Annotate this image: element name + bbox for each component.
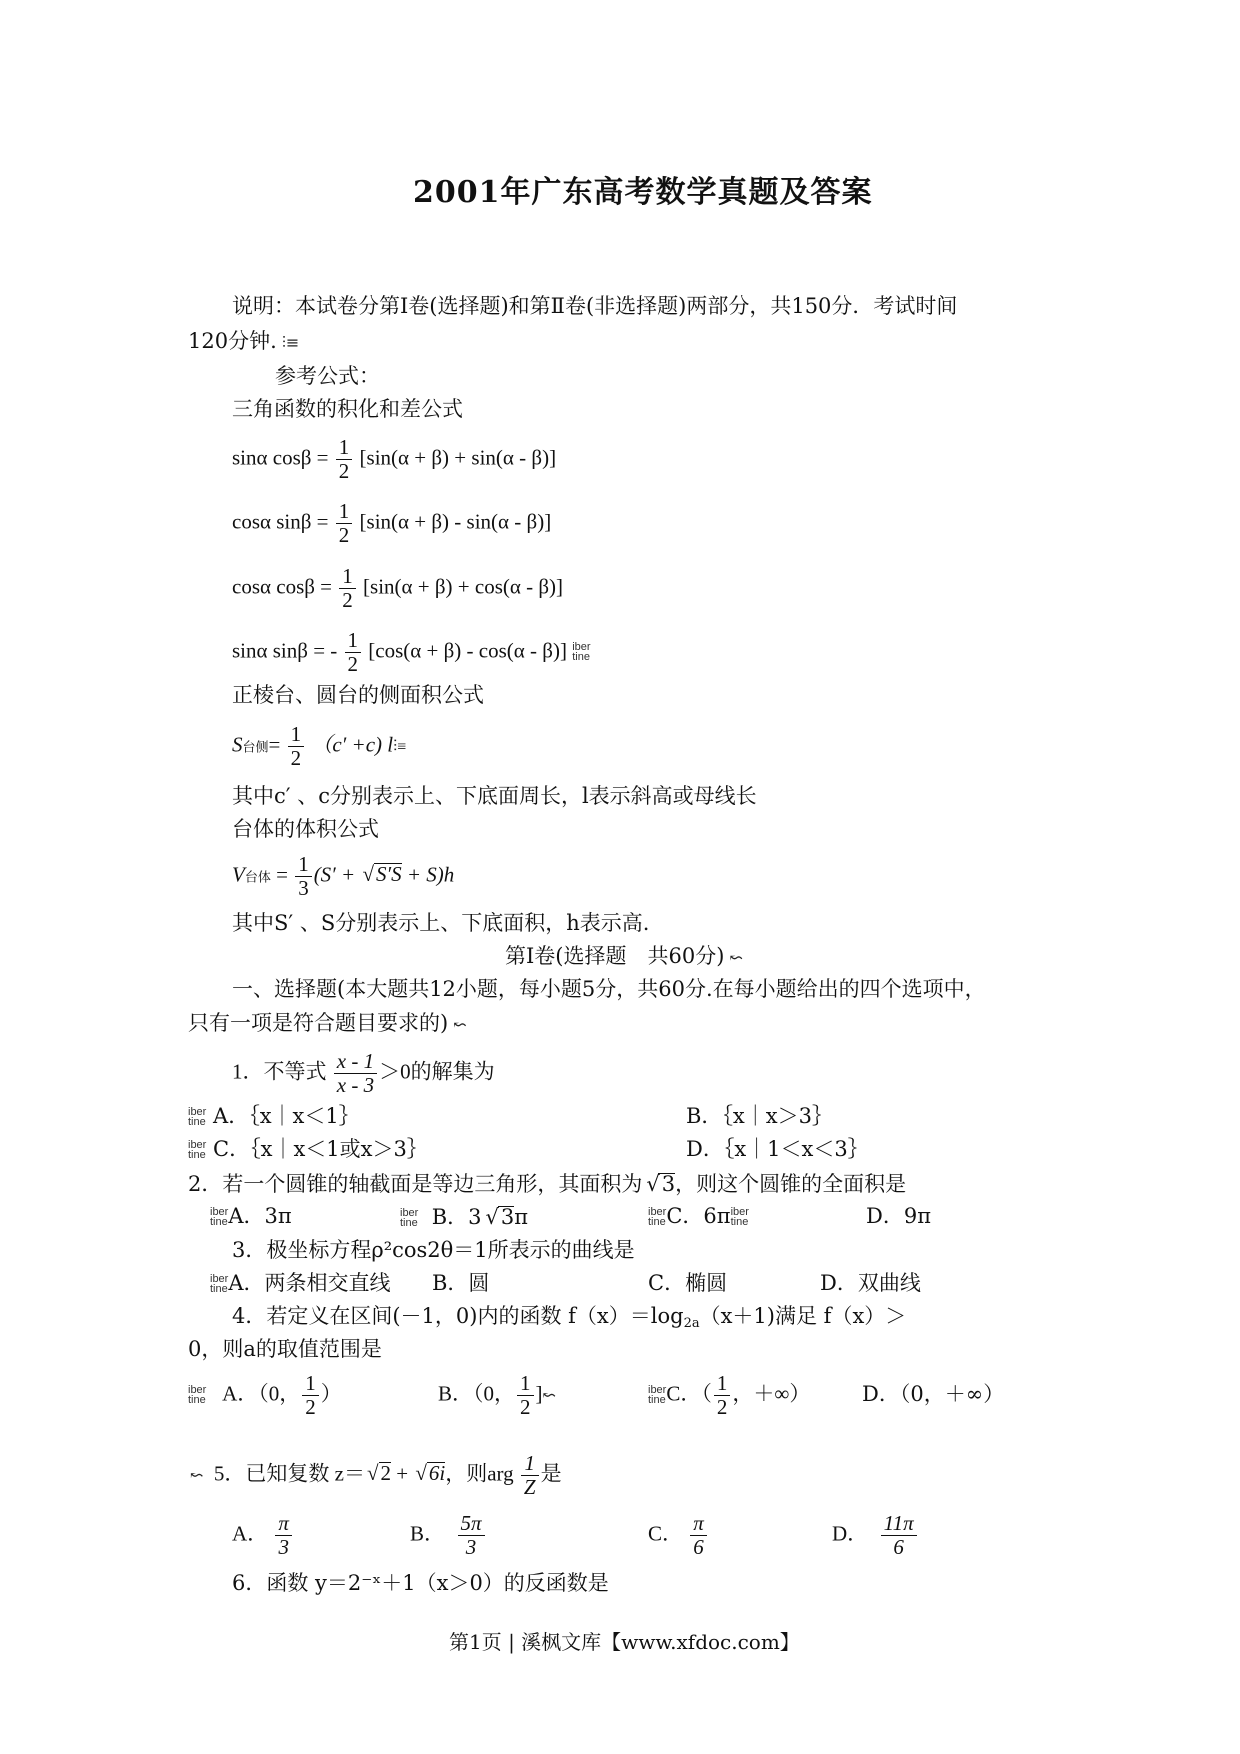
fraction-half: $\frac{1}{2}$ [339, 565, 356, 612]
artifact-mark-icon: iber tine [648, 1205, 667, 1228]
fraction-11pi-6: $\frac{11\pi}{6}$ [881, 1512, 917, 1559]
paragraph-mark-icon: ↜ [724, 948, 743, 967]
section-description-1: 一、选择题(本大题共12小题，每小题5分，共60分.在每小题给出的四个选项中， [232, 977, 986, 1001]
q4-option-b: B．（0， $\frac{1}{2}$ ]↜ [438, 1371, 556, 1420]
fraction-half: $\frac{1}{2}$ [714, 1372, 731, 1419]
formula-lateral-area: S台侧= $\frac{1}{2}$ （c′ +c) l⫶≡ [232, 722, 407, 771]
q2-option-d: D．9π [866, 1204, 931, 1228]
paragraph-mark-icon: ↜ [542, 1387, 556, 1405]
q3-option-c: C．椭圆 [648, 1271, 728, 1295]
fraction-one-over-z: $\frac{1}{Z}$ [521, 1452, 539, 1499]
fraction-half: $\frac{1}{2}$ [336, 436, 353, 483]
paragraph-mark-icon: ⫶≡ [393, 738, 407, 756]
question-4-line-2: 0，则a的取值范围是 [188, 1337, 382, 1361]
artifact-mark-icon: iber tine [210, 1272, 229, 1295]
fraction-pi-6: $\frac{\pi}{6}$ [690, 1512, 707, 1559]
sqrt-three: √ 3 [498, 1206, 515, 1228]
q2-option-c: iber tineC．6πiber tine [648, 1204, 749, 1228]
fraction-pi-3: $\frac{\pi}{3}$ [275, 1512, 292, 1559]
intro-line-2: 120分钟. ⫶≡ [188, 329, 300, 353]
question-5: ↜ 5．已知复数 z＝√ 2 + √ 6i，则arg $\frac{1}{Z}$ 是 [190, 1452, 562, 1499]
q1-option-d: D．｛x｜1＜x＜3｝ [686, 1137, 869, 1161]
artifact-mark-icon: iber tine [210, 1205, 229, 1228]
fraction-q1: $\frac{x - 1}{x - 3}$ [334, 1050, 377, 1097]
paragraph-mark-icon: ↜ [448, 1015, 467, 1034]
question-6: 6．函数 y＝2⁻ˣ＋1（x＞0）的反函数是 [232, 1571, 609, 1595]
q4-option-a: iber tine A．（0， $\frac{1}{2}$ ） [188, 1371, 342, 1420]
q5-option-d: D． $\frac{11\pi}{6}$ [832, 1512, 919, 1559]
sqrt-three: √ 3 [658, 1173, 675, 1195]
q2-option-a: iber tineA．3π [210, 1204, 292, 1228]
artifact-mark-icon: iber tine [188, 1383, 207, 1406]
formula-frustum-volume: V台体 = $\frac{1}{3}$ (S′ + √ S′S + S)h [232, 853, 454, 900]
paragraph-mark-icon: ⫶≡ [276, 333, 300, 352]
q2-option-b: iber tine B．3√ 3π [400, 1206, 528, 1228]
artifact-mark-icon: iber tine [188, 1138, 207, 1161]
formula-cos-sin: cosα sinβ = $\frac{1}{2}$ [sin(α + β) - sin(α - β)] [232, 499, 552, 548]
lateral-heading: 正棱台、圆台的侧面积公式 [232, 683, 484, 707]
intro-line-1: 说明：本试卷分第Ⅰ卷(选择题)和第Ⅱ卷(非选择题)两部分，共150分．考试时间 [232, 294, 958, 318]
q1-option-c: iber tine C．｛x｜x＜1或x＞3｝ [188, 1137, 428, 1161]
q4-option-c: iber tineC．（ $\frac{1}{2}$ ，＋∞） [648, 1371, 811, 1420]
q4-option-d: D．（0，＋∞） [862, 1382, 1005, 1406]
artifact-mark-icon: iber tine [400, 1206, 419, 1229]
section-description-2: 只有一项是符合题目要求的) ↜ [188, 1011, 467, 1035]
page-footer: 第1页 | 溪枫文库【www.xfdoc.com】 [449, 1630, 800, 1654]
trig-heading: 三角函数的积化和差公式 [232, 397, 463, 421]
part1-heading: 第Ⅰ卷(选择题 共60分) ↜ [505, 944, 743, 968]
fraction-half: $\frac{1}{2}$ [302, 1372, 319, 1419]
artifact-mark-icon: iber tine [648, 1383, 667, 1406]
q5-option-a: A． $\frac{\pi}{3}$ [232, 1512, 294, 1559]
question-4-line-1: 4．若定义在区间(－1，0)内的函数 f（x）＝log2a（x＋1)满足 f（x）＞ [232, 1304, 907, 1331]
q5-option-c: C． $\frac{\pi}{6}$ [648, 1512, 709, 1559]
q3-option-b: B．圆 [432, 1271, 490, 1295]
q1-option-b: B．｛x｜x＞3｝ [686, 1104, 833, 1128]
q3-option-d: D．双曲线 [820, 1271, 921, 1295]
q1-option-a: iber tine A．｛x｜x＜1｝ [188, 1104, 360, 1128]
fraction-half: $\frac{1}{2}$ [517, 1372, 534, 1419]
lateral-note: 其中c′ 、c分别表示上、下底面周长，l表示斜高或母线长 [232, 784, 757, 808]
fraction-half: $\frac{1}{2}$ [288, 723, 305, 770]
formula-cos-cos: cosα cosβ = $\frac{1}{2}$ [sin(α + β) + cos(α - β)] [232, 564, 564, 613]
q5-option-b: B． $\frac{5\pi}{3}$ [410, 1512, 487, 1559]
artifact-mark-icon: iber tine [188, 1105, 207, 1128]
artifact-mark-icon: iber tine [572, 640, 591, 663]
reference-heading: 参考公式： [275, 364, 380, 388]
question-3: 3．极坐标方程ρ²cos2θ＝1所表示的曲线是 [232, 1238, 635, 1262]
page-title: 2001年广东高考数学真题及答案 [413, 175, 873, 210]
formula-sin-sin: sinα sinβ = - $\frac{1}{2}$ [cos(α + β) - cos(α - β)] iber tine [232, 628, 591, 677]
fraction-5pi-3: $\frac{5\pi}{3}$ [458, 1512, 485, 1559]
sqrt-six-i: √ 6i [427, 1462, 445, 1484]
volume-heading: 台体的体积公式 [232, 817, 379, 841]
fraction-half: $\frac{1}{2}$ [336, 500, 353, 547]
question-1: 1．不等式 $\frac{x - 1}{x - 3}$ ＞0的解集为 [232, 1049, 495, 1098]
question-2: 2．若一个圆锥的轴截面是等边三角形，其面积为√ 3，则这个圆锥的全面积是 [188, 1173, 906, 1195]
artifact-mark-icon: iber tine [730, 1205, 749, 1228]
sqrt-two: √ 2 [379, 1462, 391, 1484]
fraction-third: $\frac{1}{3}$ [295, 853, 312, 900]
sqrt-expression: √ S′S [374, 863, 401, 885]
q3-option-a: iber tineA．两条相交直线 [210, 1271, 391, 1295]
formula-sin-cos: sinα cosβ = $\frac{1}{2}$ [sin(α + β) + sin(α - β)] [232, 435, 557, 484]
fraction-half: $\frac{1}{2}$ [345, 629, 362, 676]
paragraph-mark-icon: ↜ [190, 1467, 204, 1485]
volume-note: 其中S′ 、S分别表示上、下底面积，h表示高. [232, 911, 650, 935]
